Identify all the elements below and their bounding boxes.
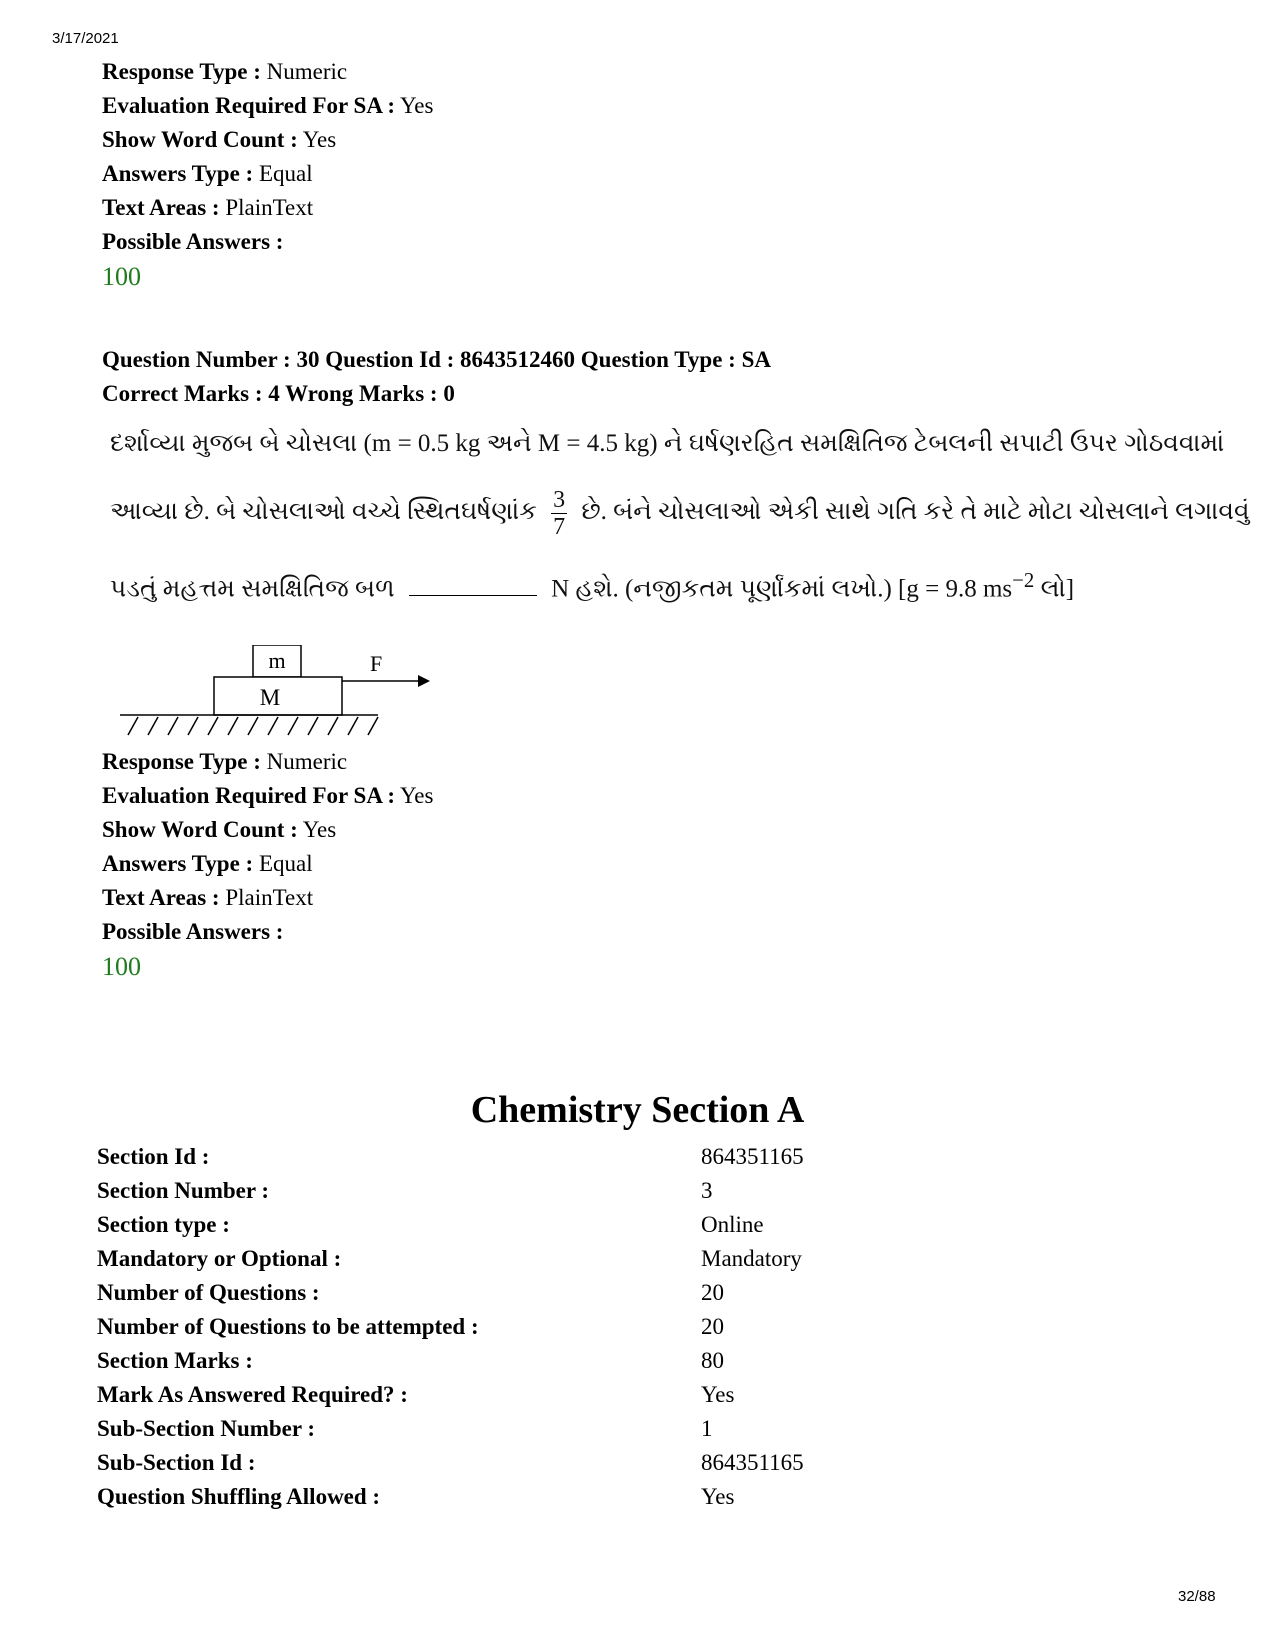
meta-row: Show Word Count : Yes: [102, 127, 337, 152]
page-number: 32/88: [1178, 1588, 1216, 1605]
section-info-row: Section type : Online: [97, 1212, 764, 1237]
section-info-row: Section Id : 864351165: [97, 1144, 804, 1169]
answer-blank: [409, 575, 537, 596]
question-line-1: દર્શાવ્યા મુજબ બે ચોસલા (m = 0.5 kg અને M = 4.5 kg) ને ઘર્ષણરહિત સમક્ષિતિજ ટેબલની સપાટી ઉપર ગોઠવવામાં: [110, 430, 1225, 457]
possible-answer-value: 100: [102, 262, 141, 291]
section-info-row: Sub-Section Id : 864351165: [97, 1450, 804, 1475]
section-info-row: Mark As Answered Required? : Yes: [97, 1382, 735, 1407]
force-arrowhead: [418, 675, 430, 687]
section-title: Chemistry Section A: [470, 1089, 805, 1131]
marks-line: Correct Marks : 4 Wrong Marks : 0: [102, 381, 455, 406]
ground-hatching: [128, 717, 378, 735]
print-date: 3/17/2021: [52, 30, 119, 47]
meta-row: Text Areas : PlainText: [102, 195, 314, 220]
section-info-row: Mandatory or Optional : Mandatory: [97, 1246, 802, 1271]
section-info-row: Number of Questions to be attempted : 20: [97, 1314, 724, 1339]
meta-row: Show Word Count : Yes: [102, 817, 337, 842]
force-label: F: [370, 651, 383, 676]
possible-answers-label: Possible Answers :: [102, 229, 284, 254]
possible-answer-value: 100: [102, 952, 141, 981]
section-info-row: Number of Questions : 20: [97, 1280, 724, 1305]
meta-row: Answers Type : Equal: [102, 161, 313, 186]
meta-row: Response Type : Numeric: [102, 59, 348, 84]
meta-row: Text Areas : PlainText: [102, 885, 314, 910]
section-info-row: Sub-Section Number : 1: [97, 1416, 713, 1441]
question-id-line: Question Number : 30 Question Id : 8643512460 Question Type : SA: [102, 347, 771, 372]
question-line-2: આવ્યા છે. બે ચોસલાઓ વચ્ચે સ્થિતઘર્ષણાંક $\frac{3}{7}$ છે. બંને ચોસલાઓ એકી સાથે ગતિ કરે તે માટે મોટા ચોસલાને લગાવવું: [110, 486, 1250, 540]
meta-row: Answers Type : Equal: [102, 851, 313, 876]
question-line-3: પડતું મહત્તમ સમક્ષિતિજ બળ N હશે. (નજીકતમ પૂર્ણાંકમાં લખો.) [g = 9.8 $ms^{-2}$ લો]: [110, 568, 1075, 603]
meta-row: Response Type : Numeric: [102, 749, 348, 774]
question-text: [110, 410, 1250, 623]
small-block-label: m: [268, 648, 286, 673]
large-block-label: M: [259, 685, 281, 710]
possible-answers-label: Possible Answers :: [102, 919, 284, 944]
meta-row: Evaluation Required For SA : Yes: [102, 93, 434, 118]
section-info-row: Section Number : 3: [97, 1178, 713, 1203]
question-header: [102, 343, 771, 411]
response-meta-block-1: [102, 55, 433, 295]
response-meta-block-2: [102, 745, 433, 985]
friction-coefficient-fraction: $\frac{3}{7}$: [553, 486, 566, 540]
section-info-row: Section Marks : 80: [97, 1348, 724, 1373]
section-info-row: Question Shuffling Allowed : Yes: [97, 1484, 735, 1509]
section-info-table: [97, 1140, 804, 1514]
meta-row: Evaluation Required For SA : Yes: [102, 783, 434, 808]
blocks-diagram: [120, 645, 450, 745]
